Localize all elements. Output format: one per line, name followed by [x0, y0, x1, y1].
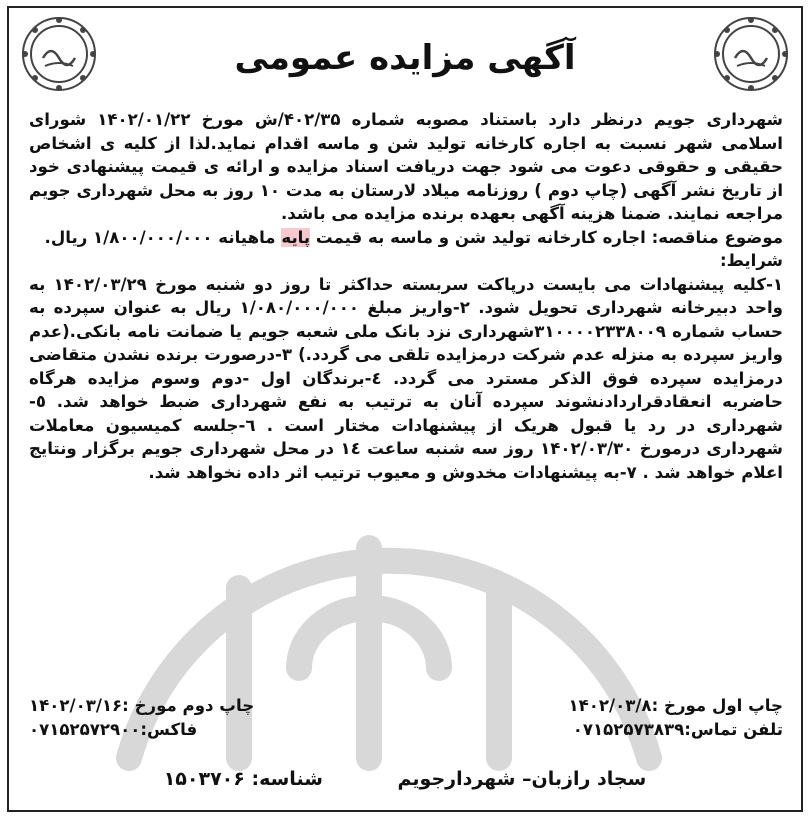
phone-number: تلفن تماس:۰۷۱۵۲۵۷۳۸۳۹ [572, 719, 783, 739]
tender-subject-text: موضوع مناقصه: اجاره کارخانه تولید شن و ماسه به قیمت [310, 227, 783, 247]
conditions-label: شرایط: [720, 251, 783, 270]
conditions-paragraph: ۱-کلیه پیشنهادات می بایست درپاکت سربسته حداکثر تا روز دو شنبه مورخ ۱۴۰۲/۰۳/۲۹ به واحد دبیرخانه شهرداری تحویل شود. ۲-واریز مبلغ ۱/۰۸۰/۰۰۰/۰۰۰ ریال به عنوان سپرده به حساب شماره ۳۱۰۰۰۰۲۳۳۸۰۰۹شهرداری نزد بانک ملی شعبه جویم یا ضمانت نامه بانکی.(عدم واریز سپرده به منزله عدم شرکت درمزایده تلقی می گردد.) ۳-درصورت برنده نشدن متقاضی درمزایده سپرده فوق الذکر مسترد می گردد. ٤-برندگان اول -دوم وسوم مزایده هرگاه حاضربه انعقادقراردادنشوند سپرده آنان به ترتیب به نفع شهرداری ضبط خواهد شد. ٥- شهرداری در رد یا قبول هریک از پیشنهادات مختار است . ٦-جلسه کمیسیون معاملات شهرداری درمورخ ۱۴۰۲/۰۳/۳۰ روز سه شنبه ساعت ۱٤ در محل شهرداری جویم برگزار ونتایج اعلام خواهد شد . ۷-به پیشنهادات مخدوش و معیوب ترتیب اثر داده نخواهد شد. [29, 274, 784, 482]
highlighted-word: پایه [281, 227, 311, 247]
notice-id: شناسه: ۱۵۰۳۷۰۶ [163, 768, 323, 790]
fax-number: فاکس:۰۷۱۵۲۵۷۲۹۰۰ [29, 719, 198, 739]
print-contact-info [29, 694, 783, 741]
contact-row [29, 718, 783, 742]
tender-subject [29, 226, 783, 250]
print-dates-row [29, 694, 783, 718]
second-print-date: چاپ دوم مورخ :۱۴۰۲/۰۳/۱۶ [29, 696, 255, 715]
notice-header [9, 8, 801, 108]
signatory-name: سجاد رازبان– شهردارجویم [397, 768, 647, 790]
notice-frame [7, 6, 803, 812]
first-print-date: چاپ اول مورخ :۱۴۰۲/۰۳/۸ [568, 696, 783, 715]
notice-intro-paragraph: شهرداری جویم درنظر دارد باستناد مصوبه شماره ۴۰۲/۳۵/ش مورخ ۱۴۰۲/۰۱/۲۲ شورای اسلامی شهر نسبت به اجاره کارخانه تولید شن و ماسه اقدام نماید.لذا از کلیه ی اشخاص حقیقی و حقوقی دعوت می شود جهت دریافت اسناد مزایده و ارائه ی قیمت پیشنهادی خود از تاریخ نشر آگهی (چاپ دوم ) روزنامه میلاد لارستان به مدت ۱۰ روز به محل شهرداری جویم مراجعه نمایند. ضمنا هزینه آگهی بعهده برنده مزایده می باشد. [29, 110, 784, 223]
signature-line [9, 768, 801, 790]
notice-title: آگهی مزایده عمومی [234, 38, 576, 78]
notice-body [29, 108, 783, 484]
tender-subject-amount: ماهیانه ۱/۸۰۰/۰۰۰/۰۰۰ ریال. [44, 227, 282, 247]
